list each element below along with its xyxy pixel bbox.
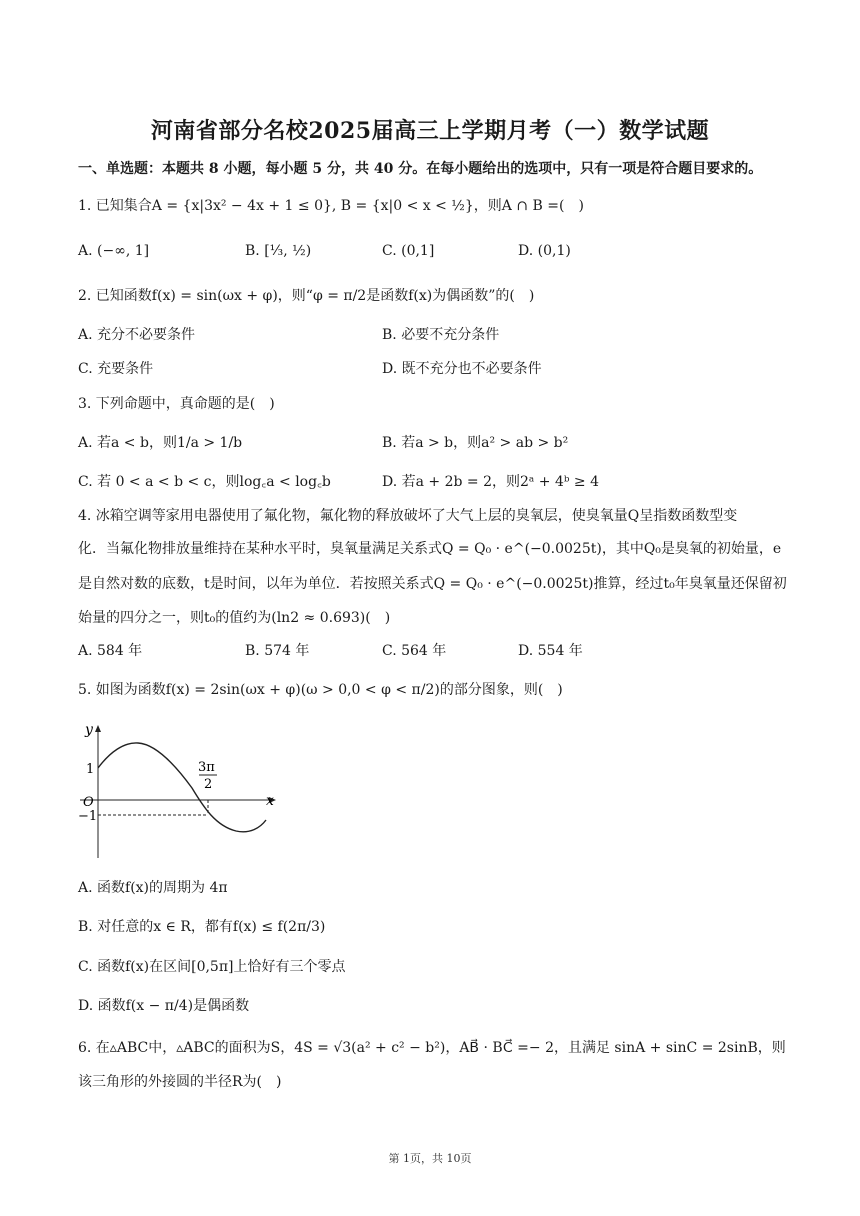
question-5-stem: 5. 如图为函数f(x) = 2sin(ωx + φ)(ω > 0,0 < φ < π/2)的部分图象，则( ) [78,682,563,698]
question-1-option-c: C. (0,1] [382,243,435,259]
question-3-stem: 3. 下列命题中，真命题的是( ) [78,396,275,412]
page-footer: 第 1页，共 10页 [388,1152,472,1165]
page-title: 河南省部分名校2025届高三上学期月考（一）数学试题 [150,118,710,144]
question-5-option-d: D. 函数f(x − π/4)是偶函数 [78,998,250,1014]
question-1-option-d: D. (0,1) [518,243,571,259]
question-2-option-d: D. 既不充分也不必要条件 [382,361,542,377]
x-axis-label: x [266,793,274,809]
sine-graph-figure [76,716,286,862]
question-3-option-a: A. 若a < b，则1/a > 1/b [78,435,243,451]
question-2-option-c: C. 充要条件 [78,361,154,377]
question-3-option-b: B. 若a > b，则a² > ab > b² [382,435,569,451]
section-header: 一、单选题：本题共 8 小题，每小题 5 分，共 40 分。在每小题给出的选项中，只有一项是符合题目要求的。 [78,161,763,177]
question-4-line-2: 化．当氟化物排放量维持在某种水平时，臭氧量满足关系式Q = Q₀ · e^(−0.0025t)，其中Q₀是臭氧的初始量，e [78,541,782,557]
x-mark-denominator: 2 [204,777,213,792]
question-5-option-c: C. 函数f(x)在区间[0,5π]上恰好有三个零点 [78,959,346,975]
question-4-option-b: B. 574 年 [245,643,310,659]
origin-label: O [83,795,94,810]
question-4-option-d: D. 554 年 [518,643,583,659]
question-6-line-2: 该三角形的外接圆的半径R为( ) [78,1074,282,1090]
x-mark-numerator: 3π [198,760,215,775]
question-6-line-1: 6. 在▵ABC中，▵ABC的面积为S，4S = √3(a² + c² − b²)，AB⃗ · BC⃗ =− 2，且满足 sinA + sinC = 2sinB，则 [78,1040,786,1056]
question-1-option-b: B. [⅓, ½) [245,243,312,259]
question-3-option-d: D. 若a + 2b = 2，则2ᵃ + 4ᵇ ≥ 4 [382,474,599,490]
question-4-option-c: C. 564 年 [382,643,447,659]
question-4-option-a: A. 584 年 [78,643,143,659]
question-4-line-1: 4. 冰箱空调等家用电器使用了氟化物，氟化物的释放破坏了大气上层的臭氧层，使臭氧量Q呈指数函数型变 [78,508,738,524]
y-tick-1-label: 1 [86,762,95,777]
question-4-line-3: 是自然对数的底数，t是时间，以年为单位．若按照关系式Q = Q₀ · e^(−0.0025t)推算，经过t₀年臭氧量还保留初 [78,576,787,592]
question-2-option-a: A. 充分不必要条件 [78,327,196,343]
question-5-option-a: A. 函数f(x)的周期为 4π [78,880,228,896]
sine-curve [98,743,266,832]
question-2-option-b: B. 必要不充分条件 [382,327,500,343]
question-3-option-c: C. 若 0 < a < b < c，则log꜀a < log꜀b [78,474,331,490]
y-tick-neg1-label: −1 [78,809,98,824]
y-axis-arrow [95,725,101,732]
question-2-stem: 2. 已知函数f(x) = sin(ωx + φ)，则“φ = π/2是函数f(x)为偶函数”的( ) [78,288,535,304]
y-axis-label: y [85,722,93,738]
question-1-stem: 1. 已知集合A = {x|3x² − 4x + 1 ≤ 0}, B = {x|0 < x < ½}，则A ∩ B =( ) [78,198,584,214]
question-4-line-4: 始量的四分之一，则t₀的值约为(ln2 ≈ 0.693)( ) [78,610,391,626]
question-5-option-b: B. 对任意的x ∈ R，都有f(x) ≤ f(2π/3) [78,919,326,935]
question-1-option-a: A. (−∞, 1] [78,243,150,259]
